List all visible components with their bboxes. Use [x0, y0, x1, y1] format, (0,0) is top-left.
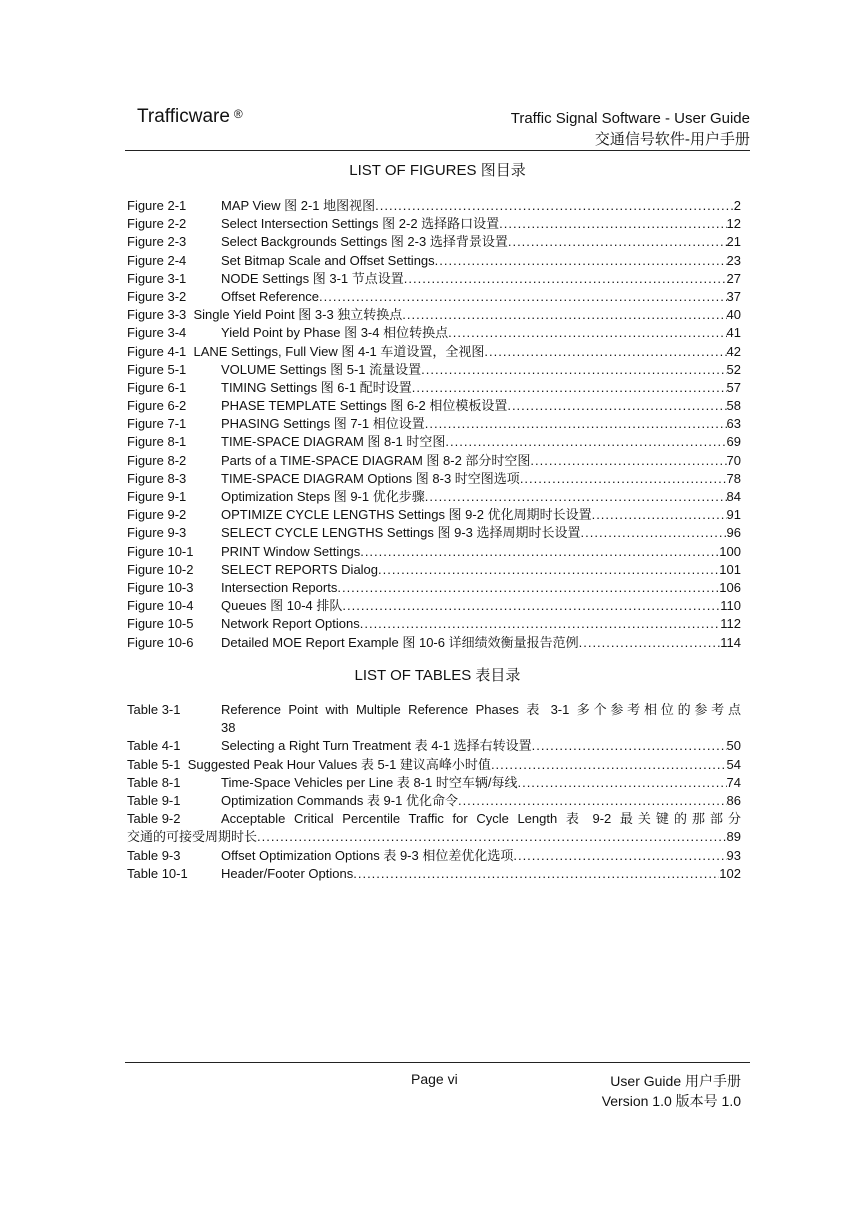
entry-number: Table 5-1	[127, 756, 181, 772]
brand-name	[137, 106, 243, 128]
entry-number: Table 9-2	[127, 811, 181, 827]
entry-page: 38	[221, 720, 236, 735]
entry-number: Figure 10-1	[127, 543, 194, 559]
dot-leader	[579, 634, 721, 652]
entry-title: Suggested Peak Hour Values 表 5-1 建议高峰小时值	[187, 756, 491, 772]
entry-number: Table 3-1	[127, 702, 181, 717]
entry-page: 114	[720, 634, 741, 650]
dot-leader	[507, 397, 726, 415]
entry-page: 74	[726, 774, 741, 790]
entry-title: Offset Reference	[221, 288, 320, 304]
entry-title: Intersection Reports	[221, 579, 338, 595]
entry-page: 21	[726, 234, 741, 250]
dot-leader	[342, 597, 720, 615]
toc-entry-figure[interactable]	[127, 543, 741, 561]
toc-entry-figure[interactable]	[127, 524, 741, 542]
toc-entry-table-8-1[interactable]	[127, 774, 741, 792]
entry-title: Offset Optimization Options 表 9-3 相位差优化选项	[221, 847, 514, 863]
entry-title: SELECT CYCLE LENGTHS Settings 图 9-3 选择周期时长设置	[221, 525, 581, 541]
footer-guide-label: User Guide 用户手册	[610, 1073, 741, 1089]
dot-leader	[435, 252, 727, 270]
entry-page: 23	[726, 252, 741, 268]
entry-page: 110	[720, 598, 741, 614]
dot-leader	[412, 379, 727, 397]
dot-leader	[581, 524, 727, 542]
entry-number: Figure 2-3	[127, 234, 187, 250]
entry-page: 52	[726, 361, 741, 377]
toc-entry-figure[interactable]	[127, 470, 741, 488]
entry-number: Figure 3-1	[127, 270, 187, 286]
entry-number: Figure 9-2	[127, 507, 187, 523]
entry-number: Figure 3-3	[127, 307, 187, 323]
dot-leader	[404, 270, 727, 288]
toc-entry-figure[interactable]	[127, 452, 741, 470]
entry-page: 86	[726, 792, 741, 808]
toc-entry-figure[interactable]	[127, 488, 741, 506]
document-title-cn: 交通信号软件-用户手册	[594, 130, 750, 148]
entry-number: Figure 8-2	[127, 452, 187, 468]
entry-title: OPTIMIZE CYCLE LENGTHS Settings 图 9-2 优化周期时长设置	[221, 507, 592, 523]
toc-entry-figure[interactable]	[127, 288, 741, 306]
entry-title: PHASING Settings 图 7-1 相位设置	[221, 416, 425, 432]
dot-leader	[445, 433, 726, 451]
entry-page: 78	[726, 470, 741, 486]
entry-title: Time-Space Vehicles per Line 表 8-1 时空车辆/每线	[221, 774, 518, 790]
entry-number: Figure 4-1	[127, 343, 187, 359]
toc-entry-figure[interactable]	[127, 215, 741, 233]
toc-entry-figure[interactable]	[127, 343, 741, 361]
dot-leader	[337, 579, 719, 597]
toc-entry-figure[interactable]	[127, 361, 741, 379]
entry-page: 40	[726, 307, 741, 323]
entry-number: Figure 5-1	[127, 361, 187, 377]
dot-leader	[425, 488, 727, 506]
toc-entry-figure[interactable]	[127, 415, 741, 433]
dot-leader	[421, 361, 726, 379]
footer-info	[602, 1071, 741, 1111]
footer-divider	[125, 1062, 750, 1063]
entry-page: 57	[726, 379, 741, 395]
entry-page: 41	[726, 325, 741, 341]
entry-page: 70	[726, 452, 741, 468]
entry-title: LANE Settings, Full View 图 4-1 车道设置，全视图	[193, 343, 485, 359]
dot-leader	[448, 324, 726, 342]
dot-leader	[491, 756, 727, 774]
entry-number: Figure 3-4	[127, 325, 187, 341]
brand-text: Trafficware	[137, 106, 230, 127]
entry-title: Single Yield Point 图 3-3 独立转换点	[193, 307, 403, 323]
entry-page: 12	[726, 216, 741, 232]
dot-leader	[458, 792, 727, 810]
entry-page: 93	[726, 847, 741, 863]
toc-entry-figure[interactable]	[127, 252, 741, 270]
dot-leader	[257, 828, 727, 846]
entry-page: 101	[719, 561, 741, 577]
toc-entry-figure[interactable]	[127, 506, 741, 524]
entry-title: SELECT REPORTS Dialog	[221, 561, 379, 577]
dot-leader	[508, 233, 727, 251]
toc-entry-figure[interactable]	[127, 433, 741, 451]
tables-list	[127, 701, 741, 883]
entry-number: Figure 10-6	[127, 634, 194, 650]
dot-leader	[375, 197, 734, 215]
entry-title: TIME-SPACE DIAGRAM 图 8-1 时空图	[221, 434, 446, 450]
entry-title: PRINT Window Settings	[221, 543, 361, 559]
figures-heading: LIST OF FIGURES 图目录	[349, 162, 526, 179]
entry-number: Table 9-3	[127, 847, 181, 863]
entry-number: Figure 2-1	[127, 198, 187, 213]
entry-number: Figure 10-4	[127, 598, 194, 614]
entry-number: Figure 3-2	[127, 288, 187, 304]
toc-entry-table-9-2[interactable]	[127, 810, 741, 846]
entry-number: Figure 10-3	[127, 579, 194, 595]
entry-page: 63	[726, 416, 741, 432]
toc-entry-figure[interactable]	[127, 324, 741, 342]
entry-title: NODE Settings 图 3-1 节点设置	[221, 270, 404, 286]
entry-number: Figure 8-3	[127, 470, 187, 486]
dot-leader	[360, 615, 721, 633]
entry-title: PHASE TEMPLATE Settings 图 6-2 相位模板设置	[221, 398, 508, 414]
toc-entry-figure[interactable]	[127, 397, 741, 415]
entry-number: Figure 2-2	[127, 216, 187, 232]
header-divider	[125, 150, 750, 151]
entry-title: Queues 图 10-4 排队	[221, 598, 343, 614]
entry-page: 89	[726, 829, 741, 845]
entry-page: 112	[720, 616, 741, 632]
entry-title: Reference Point with Multiple Reference Phases 表 3-1 多个参考相位的参考点	[221, 702, 741, 717]
toc-entry-table-9-1[interactable]	[127, 792, 741, 810]
toc-entry-figure[interactable]	[127, 579, 741, 597]
dot-leader	[360, 543, 719, 561]
entry-page: 58	[726, 398, 741, 414]
dot-leader	[319, 288, 726, 306]
entry-page: 69	[726, 434, 741, 450]
entry-number: Table 4-1	[127, 738, 181, 754]
entry-number: Figure 7-1	[127, 416, 187, 432]
entry-number: Table 10-1	[127, 865, 188, 881]
entry-page: 84	[726, 489, 741, 504]
registered-mark: ®	[233, 107, 243, 121]
document-title-en: Traffic Signal Software - User Guide	[510, 110, 750, 127]
entry-number: Figure 2-4	[127, 252, 187, 268]
entry-title: MAP View 图 2-1 地图视图	[221, 198, 376, 213]
entry-title: Selecting a Right Turn Treatment 表 4-1 选择右转设置	[221, 738, 532, 754]
entry-title: Network Report Options	[221, 616, 360, 632]
entry-number: Figure 10-2	[127, 561, 194, 577]
entry-title-continued: 交通的可接受周期时长	[127, 829, 258, 845]
dot-leader	[520, 470, 727, 488]
toc-entry-table-3-1[interactable]	[127, 701, 741, 737]
toc-entry-figure[interactable]	[127, 615, 741, 633]
entry-page: 96	[726, 525, 741, 541]
entry-number: Figure 6-2	[127, 398, 187, 414]
dot-leader	[513, 847, 726, 865]
page-number: Page vi	[411, 1071, 458, 1087]
entry-title: Acceptable Critical Percentile Traffic for Cycle Length 表 9-2 最关键的那部分	[221, 811, 741, 827]
entry-title: Detailed MOE Report Example 图 10-6 详细绩效衡量报告范例	[221, 634, 579, 650]
entry-number: Figure 9-3	[127, 525, 187, 541]
entry-title: Set Bitmap Scale and Offset Settings	[221, 252, 435, 268]
entry-page: 42	[726, 343, 741, 359]
entry-title: Parts of a TIME-SPACE DIAGRAM 图 8-2 部分时空图	[221, 452, 531, 468]
dot-leader	[530, 452, 726, 470]
toc-entry-figure[interactable]	[127, 306, 741, 324]
entry-page: 27	[726, 270, 741, 286]
entry-page: 102	[719, 865, 741, 881]
entry-number: Figure 9-1	[127, 489, 187, 504]
entry-number: Figure 10-5	[127, 616, 194, 632]
dot-leader	[378, 561, 719, 579]
dot-leader	[402, 306, 726, 324]
entry-title: Header/Footer Options	[221, 865, 354, 881]
toc-entry-table-10-1[interactable]	[127, 865, 741, 883]
dot-leader	[353, 865, 719, 883]
dot-leader	[592, 506, 727, 524]
entry-page: 91	[726, 507, 741, 523]
dot-leader	[484, 343, 726, 361]
toc-entry-figure[interactable]	[127, 597, 741, 615]
entry-number: Table 8-1	[127, 774, 181, 790]
entry-page: 106	[719, 579, 741, 595]
dot-leader	[499, 215, 726, 233]
tables-heading: LIST OF TABLES 表目录	[354, 667, 521, 684]
footer-version-label: Version 1.0 版本号 1.0	[601, 1093, 741, 1109]
entry-page: 37	[726, 288, 741, 304]
entry-title: TIMING Settings 图 6-1 配时设置	[221, 379, 412, 395]
toc-entry-figure[interactable]	[127, 270, 741, 288]
entry-page: 54	[726, 756, 741, 772]
entry-title: Select Intersection Settings 图 2-2 选择路口设置	[221, 216, 500, 232]
entry-page: 50	[726, 738, 741, 754]
toc-entry-table-5-1[interactable]	[127, 756, 741, 774]
entry-title: TIME-SPACE DIAGRAM Options 图 8-3 时空图选项	[221, 470, 520, 486]
toc-entry-figure[interactable]	[127, 233, 741, 251]
entry-title: VOLUME Settings 图 5-1 流量设置	[221, 361, 422, 377]
entry-number: Figure 6-1	[127, 379, 187, 395]
document-title	[511, 108, 750, 150]
entry-title: Optimization Commands 表 9-1 优化命令	[221, 792, 458, 808]
dot-leader	[517, 774, 726, 792]
toc-entry-table-9-3[interactable]	[127, 847, 741, 865]
toc-entry-figure[interactable]	[127, 561, 741, 579]
entry-number: Figure 8-1	[127, 434, 187, 450]
toc-entry-figure[interactable]	[127, 197, 741, 215]
entry-page: 100	[719, 543, 741, 559]
dot-leader	[425, 415, 727, 433]
entry-title: Optimization Steps 图 9-1 优化步骤	[221, 489, 425, 504]
entry-number: Table 9-1	[127, 792, 181, 808]
entry-page: 2	[733, 198, 741, 213]
entry-title: Yield Point by Phase 图 3-4 相位转换点	[221, 325, 449, 341]
entry-title: Select Backgrounds Settings 图 2-3 选择背景设置	[221, 234, 508, 250]
dot-leader	[532, 737, 727, 755]
toc-entry-figure[interactable]	[127, 634, 741, 652]
toc-entry-table-4-1[interactable]	[127, 737, 741, 755]
figures-list	[127, 197, 741, 652]
toc-entry-figure[interactable]	[127, 379, 741, 397]
